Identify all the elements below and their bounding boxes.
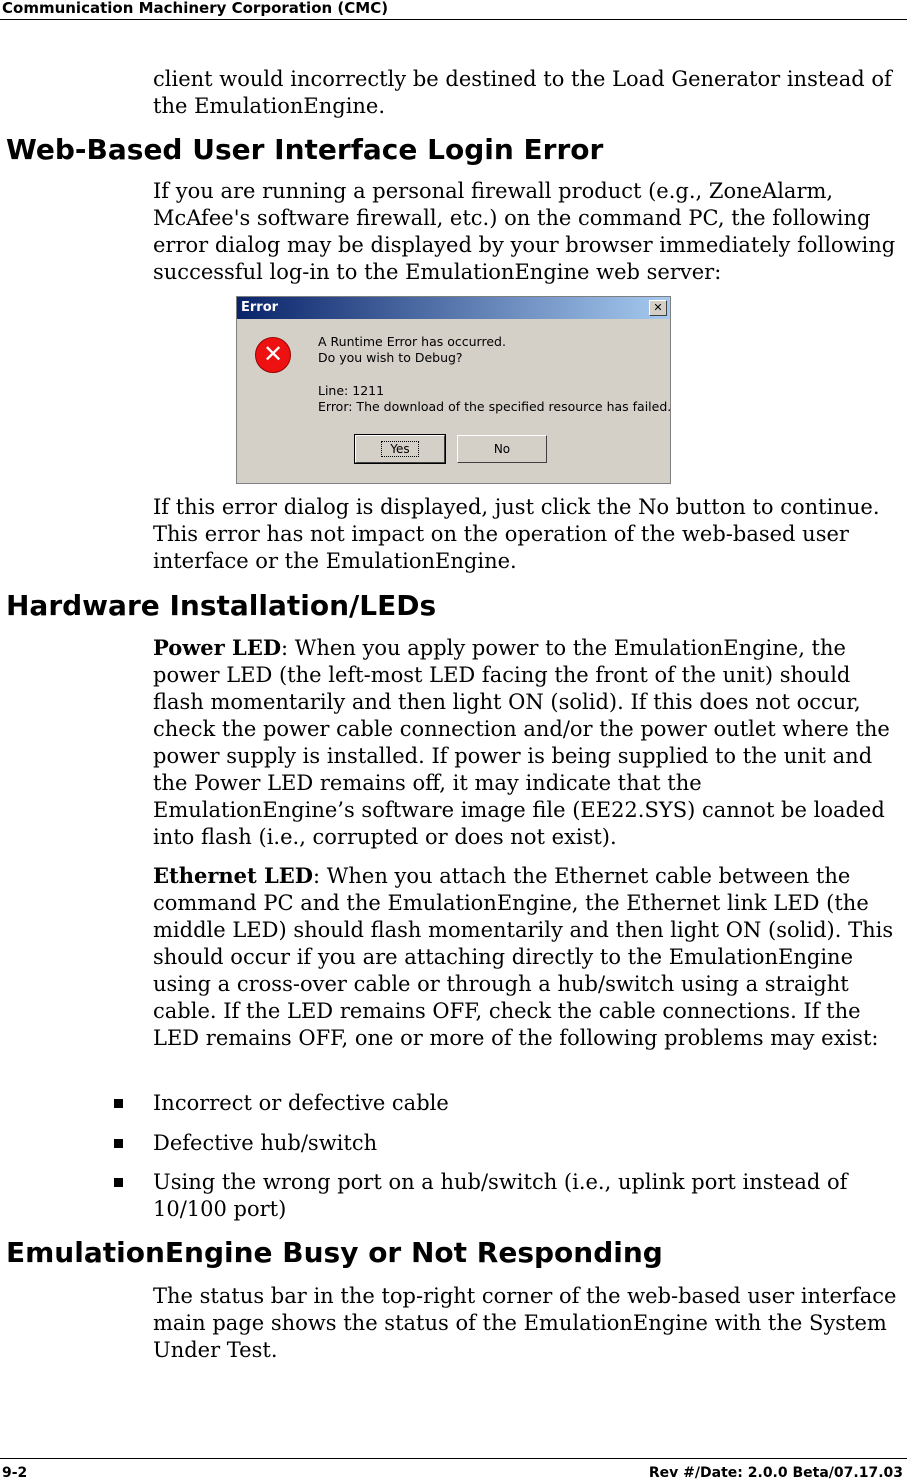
no-button-label: No xyxy=(493,442,511,456)
no-button[interactable] xyxy=(457,435,547,463)
dialog-message-line-3: Line: 1211 xyxy=(318,383,385,398)
bullet-marker xyxy=(114,1178,123,1187)
list-item: Incorrect or defective cable xyxy=(153,1091,449,1115)
yes-button[interactable] xyxy=(355,435,445,463)
bullet-marker xyxy=(114,1099,123,1108)
dialog-message-line-4: Error: The download of the specified resource has failed. xyxy=(318,399,672,414)
list-item: Using the wrong port on a hub/switch (i.e., uplink port instead of 10/100 port) xyxy=(153,1170,848,1221)
dialog-message-line-1: A Runtime Error has occurred. xyxy=(318,334,506,349)
yes-button-label: Yes xyxy=(381,441,418,457)
bullet-marker xyxy=(114,1139,123,1148)
busy-paragraph: The status bar in the top-right corner of the web-based user interface main page shows the status of the EmulationEngine with the System Under Test. xyxy=(153,1284,897,1362)
intro-paragraph: client would incorrectly be destined to the Load Generator instead of the EmulationEngine. xyxy=(153,67,892,118)
power-led-paragraph xyxy=(153,634,905,851)
login-error-heading: Web-Based User Interface Login Error xyxy=(6,133,604,166)
busy-heading: EmulationEngine Busy or Not Responding xyxy=(6,1236,663,1269)
page-number: 9-2 xyxy=(2,1465,28,1481)
ethernet-led-paragraph xyxy=(153,862,905,1052)
error-dialog-screenshot xyxy=(236,296,671,484)
page-header: Communication Machinery Corporation (CMC) xyxy=(0,0,907,20)
ethernet-led-text: : When you attach the Ethernet cable between the command PC and the EmulationEngine, the Ethernet link LED (the middle LED) should flash momentarily and then light ON (solid). This should occur if you are attaching directly to the EmulationEngine using a cross-over cable or through a hub/switch using a straight cable. If the LED remains OFF, check the cable connections. If the LED remains OFF, one or more of the following problems may exist: xyxy=(153,864,894,1050)
dialog-title: Error xyxy=(241,300,279,315)
revision-date: Rev #/Date: 2.0.0 Beta/07.17.03 xyxy=(648,1465,903,1481)
error-icon: ✕ xyxy=(255,337,291,373)
power-led-label: Power LED xyxy=(153,635,282,660)
dialog-titlebar xyxy=(237,297,670,319)
close-icon[interactable]: ✕ xyxy=(649,300,667,316)
list-item: Defective hub/switch xyxy=(153,1131,378,1155)
hardware-heading: Hardware Installation/LEDs xyxy=(6,589,437,622)
dialog-message-line-2: Do you wish to Debug? xyxy=(318,350,463,365)
ethernet-led-label: Ethernet LED xyxy=(153,863,314,888)
page-footer xyxy=(0,1458,907,1483)
dialog-instruction-paragraph: If this error dialog is displayed, just click the No button to continue. This error has not impact on the operation of the web-based user interface or the EmulationEngine. xyxy=(153,495,880,573)
power-led-text: : When you apply power to the EmulationEngine, the power LED (the left-most LED facing the front of the unit) should flash momentarily and then light ON (solid). If this does not occur, check the power cable connection and/or the power outlet where the power supply is installed. If power is being supplied to the unit and the Power LED remains off, it may indicate that the EmulationEngine’s software image file (EE22.SYS) cannot be loaded into flash (i.e., corrupted or does not exist). xyxy=(153,636,890,849)
login-error-paragraph: If you are running a personal firewall product (e.g., ZoneAlarm, McAfee's software firewall, etc.) on the command PC, the following error dialog may be displayed by your browser immediately following successful log-in to the EmulationEngine web server: xyxy=(153,179,896,284)
